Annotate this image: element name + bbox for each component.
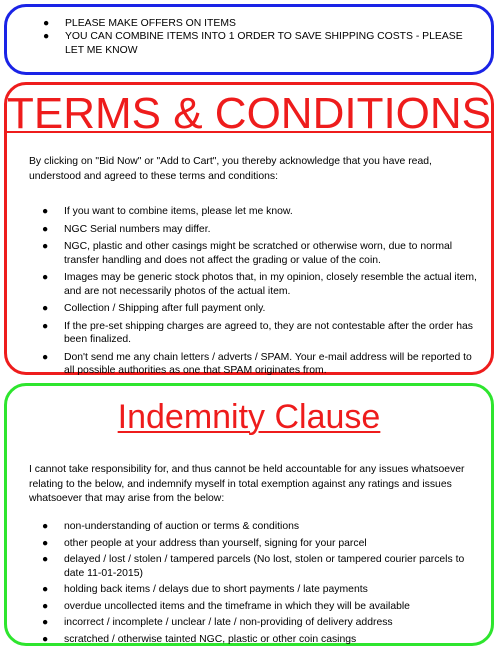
bullet-icon: ● [42, 241, 49, 253]
bullet-icon: ● [42, 272, 49, 284]
list-item: ● incorrect / incomplete / unclear / late / non-providing of delivery address [42, 617, 393, 629]
indemnity-intro: I cannot take responsibility for, and thus cannot be held accountable for any issues whatsoever relating to the below, and indemnify myself in total exemption against any ratings and issues whatsoever that may arise from the below: [29, 464, 465, 504]
notes-box [4, 4, 494, 75]
bullet-icon: ● [43, 31, 50, 43]
indemnity-heading: Indemnity Clause [117, 398, 381, 436]
list-item: ● NGC Serial numbers may differ. [42, 223, 211, 235]
list-item: ● delayed / lost / stolen / tampered parcels (No lost, stolen or tampered courier parcels to date 11-01-2015) [42, 554, 465, 579]
terms-box [4, 82, 494, 375]
list-item: ● Images may be generic stock photos that, in my opinion, closely resemble the actual item, and are not necessarily photos of the actual item. [42, 272, 477, 297]
list-item: ● holding back items / delays due to short payments / late payments [42, 584, 368, 596]
bullet-icon: ● [42, 554, 49, 566]
bullet-icon: ● [43, 18, 50, 29]
list-item: ● other people at your address than yourself, signing for your parcel [42, 537, 367, 549]
list-item: ● non-understanding of auction or terms & conditions [42, 521, 300, 532]
bullet-icon: ● [42, 206, 49, 217]
list-item: ● YOU CAN COMBINE ITEMS INTO 1 ORDER TO SAVE SHIPPING COSTS - PLEASE LET ME KNOW [43, 31, 463, 56]
list-item: ● Don't send me any chain letters / adverts / SPAM. Your e-mail address will be reported to all possible authorities as one that SPAM originates from. [42, 351, 472, 377]
bullet-icon: ● [42, 351, 49, 363]
list-item: ● Collection / Shipping after full payment only. [42, 303, 266, 315]
list-item: ● PLEASE MAKE OFFERS ON ITEMS [43, 18, 236, 29]
bullet-icon: ● [42, 320, 49, 332]
indemnity-box [4, 383, 494, 646]
terms-list [29, 205, 479, 382]
list-item: ● NGC, plastic and other casings might be scratched or otherwise worn, due to normal transfer handling and does not affect the grading or value of the coin. [42, 241, 453, 266]
list-item: ● If the pre-set shipping charges are agreed to, they are not contestable after the order has been finalized. [42, 320, 473, 346]
bullet-icon: ● [42, 303, 49, 315]
bullet-icon: ● [42, 633, 49, 645]
bullet-icon: ● [42, 600, 49, 612]
list-item: ● scratched / otherwise tainted NGC, plastic or other coin casings [42, 633, 357, 645]
bullet-icon: ● [42, 521, 49, 532]
terms-intro: By clicking on "Bid Now" or "Add to Cart", you thereby acknowledge that you have read, understood and agreed to these terms and conditions: [29, 156, 432, 182]
bullet-icon: ● [42, 584, 49, 596]
list-item: ● overdue uncollected items and the timeframe in which they will be available [42, 600, 410, 612]
bullet-icon: ● [42, 617, 49, 629]
list-item: ● If you want to combine items, please let me know. [42, 206, 293, 217]
bullet-icon: ● [42, 537, 49, 549]
terms-heading: TERMS & CONDITIONS [7, 89, 492, 138]
indemnity-list [29, 520, 479, 650]
bullet-icon: ● [42, 223, 49, 235]
notes-list [30, 17, 470, 57]
